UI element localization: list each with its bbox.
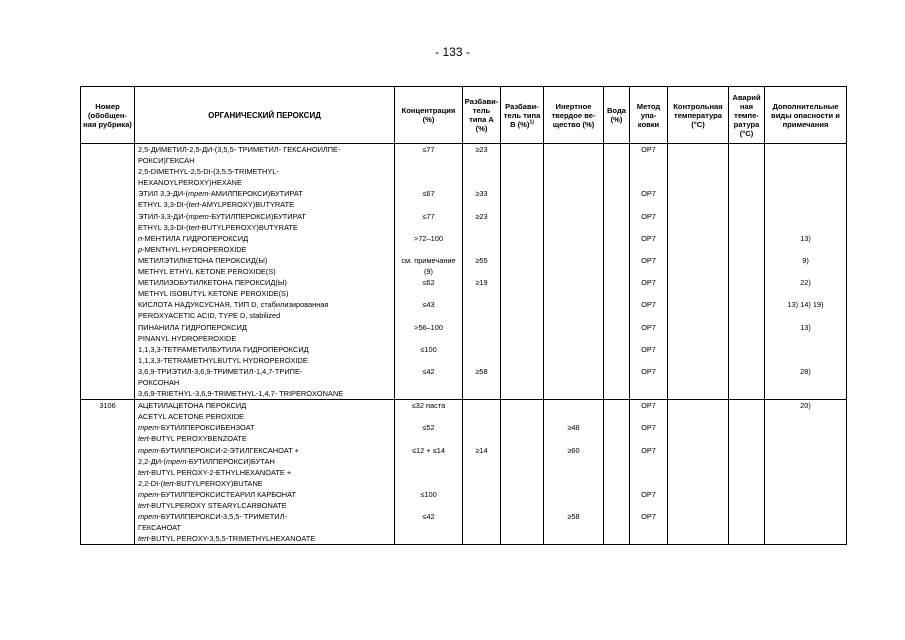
un-number-cell — [81, 344, 135, 366]
diluent-a-cell: ≥23 — [463, 144, 501, 189]
notes-cell — [765, 188, 847, 210]
inert-solid-cell — [544, 144, 604, 189]
packing-method-cell: OP7 — [630, 422, 668, 444]
table-row — [81, 233, 847, 255]
peroxide-name-line: ETHYL 3,3-DI-(tert-BUTYLPEROXY)BUTYRATE — [138, 222, 298, 232]
peroxide-name-line: трет-БУТИЛПЕРОКСИСТЕАРИЛ КАРБОНАТ — [138, 489, 297, 499]
peroxide-name-line: РОКСОНАН — [138, 377, 180, 387]
concentration-cell: ≤52 — [395, 422, 463, 444]
control-temperature-cell — [668, 422, 729, 444]
peroxide-name-line: ETHYL 3,3-DI-(tert-AMYLPEROXY)BUTYRATE — [138, 200, 295, 210]
emergency-temperature-cell — [729, 511, 765, 545]
inert-solid-cell — [544, 188, 604, 210]
water-cell — [604, 400, 630, 423]
peroxide-name-cell — [135, 511, 395, 545]
diluent-b-cell — [501, 233, 544, 255]
packing-method-cell: OP7 — [630, 233, 668, 255]
diluent-a-cell — [463, 299, 501, 321]
packing-method-cell: OP7 — [630, 255, 668, 277]
concentration-cell: ≤77 — [395, 211, 463, 233]
table-row — [81, 344, 847, 366]
peroxide-name-line: HEXANOYLPEROXY)HEXANE — [138, 178, 242, 188]
peroxide-name-cell — [135, 322, 395, 344]
diluent-b-cell — [501, 400, 544, 423]
concentration-cell: >72–100 — [395, 233, 463, 255]
concentration-cell: ≤100 — [395, 344, 463, 366]
peroxide-name-line: 1,1,3,3-ТЕТРАМЕТИЛБУТИЛА ГИДРОПЕРОКСИД — [138, 344, 309, 354]
water-cell — [604, 211, 630, 233]
peroxide-name-line: РОКСИ)ГЕКСАН — [138, 156, 195, 166]
un-number-cell — [81, 188, 135, 210]
emergency-temperature-cell — [729, 422, 765, 444]
peroxide-name-cell — [135, 255, 395, 277]
peroxide-name-cell — [135, 445, 395, 489]
control-temperature-cell — [668, 299, 729, 321]
un-number-cell — [81, 445, 135, 489]
diluent-b-cell — [501, 144, 544, 189]
notes-cell: 13) — [765, 233, 847, 255]
diluent-a-cell — [463, 233, 501, 255]
emergency-temperature-cell — [729, 255, 765, 277]
notes-cell — [765, 489, 847, 511]
header-subsidiary-risks: Дополнительные виды опасности и примечания — [765, 87, 847, 144]
inert-solid-cell — [544, 400, 604, 423]
emergency-temperature-cell — [729, 366, 765, 400]
diluent-b-cell — [501, 445, 544, 489]
peroxide-name-line: 2,5-ДИМЕТИЛ-2,5-ДИ-(3,5,5- ТРИМЕТИЛ- ГЕКСАНОИЛПЕ- — [138, 145, 341, 154]
table-row — [81, 489, 847, 511]
peroxide-name-line: ПИНАНИЛА ГИДРОПЕРОКСИД — [138, 322, 247, 332]
diluent-b-cell — [501, 366, 544, 400]
peroxide-name-line: АЦЕТИЛАЦЕТОНА ПЕРОКСИД — [138, 401, 247, 411]
water-cell — [604, 445, 630, 489]
concentration-cell: ≤67 — [395, 188, 463, 210]
notes-cell — [765, 344, 847, 366]
peroxide-name-cell — [135, 144, 395, 189]
inert-solid-cell — [544, 322, 604, 344]
peroxide-name-line: tert-BUTYL PEROXY-3,5,5-TRIMETHYLHEXANOATE — [138, 534, 316, 544]
emergency-temperature-cell — [729, 322, 765, 344]
header-concentration: Концентрация (%) — [395, 87, 463, 144]
concentration-cell: ≤42 — [395, 511, 463, 545]
notes-cell — [765, 445, 847, 489]
header-inert-solid: Инертное твердое ве-щество (%) — [544, 87, 604, 144]
inert-solid-cell — [544, 299, 604, 321]
concentration-cell: см. примечание (9) — [395, 255, 463, 277]
un-number-cell — [81, 144, 135, 189]
un-number-cell: 3106 — [81, 400, 135, 423]
concentration-cell: ≤43 — [395, 299, 463, 321]
peroxide-name-line: ГЕКСАНОАТ — [138, 523, 182, 533]
packing-method-cell: OP7 — [630, 277, 668, 299]
table-row — [81, 144, 847, 189]
diluent-b-cell — [501, 211, 544, 233]
diluent-b-cell — [501, 344, 544, 366]
peroxide-name-line: 3,6,9-TRIETHYL-3,6,9-TRIMETHYL-1,4,7- TRIPEROXONANE — [138, 389, 344, 399]
header-control-temperature: Контрольная температура (°C) — [668, 87, 729, 144]
notes-cell — [765, 144, 847, 189]
diluent-a-cell: ≥58 — [463, 366, 501, 400]
packing-method-cell: OP7 — [630, 344, 668, 366]
peroxide-name-cell — [135, 366, 395, 400]
table-row — [81, 277, 847, 299]
peroxide-name-cell — [135, 400, 395, 423]
header-diluent-a: Разбави-тель типа А (%) — [463, 87, 501, 144]
table-row — [81, 188, 847, 210]
diluent-b-cell — [501, 322, 544, 344]
inert-solid-cell — [544, 366, 604, 400]
packing-method-cell: OP7 — [630, 445, 668, 489]
concentration-cell: ≤42 — [395, 366, 463, 400]
packing-method-cell: OP7 — [630, 211, 668, 233]
header-diluent-b — [501, 87, 544, 144]
inert-solid-cell: ≥58 — [544, 511, 604, 545]
packing-method-cell: OP7 — [630, 188, 668, 210]
peroxide-name-line: 3,6,9-ТРИЭТИЛ-3,6,9-ТРИМЕТИЛ-1,4,7-ТРИПЕ- — [138, 366, 303, 376]
diluent-b-cell — [501, 511, 544, 545]
water-cell — [604, 299, 630, 321]
table-body — [81, 144, 847, 545]
un-number-cell — [81, 211, 135, 233]
concentration-cell: ≤100 — [395, 489, 463, 511]
diluent-b-cell — [501, 489, 544, 511]
notes-cell: 28) — [765, 366, 847, 400]
diluent-a-cell: ≥23 — [463, 211, 501, 233]
peroxide-name-line: p-MENTHYL HYDROPEROXIDE — [138, 244, 247, 254]
peroxide-name-line: 2,2-DI-(tert-BUTYLPEROXY)BUTANE — [138, 478, 263, 488]
un-number-cell — [81, 322, 135, 344]
peroxide-name-cell — [135, 344, 395, 366]
peroxide-name-cell — [135, 277, 395, 299]
emergency-temperature-cell — [729, 144, 765, 189]
control-temperature-cell — [668, 511, 729, 545]
control-temperature-cell — [668, 445, 729, 489]
peroxide-name-line: ACETYL ACETONE PEROXIDE — [138, 412, 244, 422]
table-row — [81, 400, 847, 423]
packing-method-cell: OP7 — [630, 489, 668, 511]
emergency-temperature-cell — [729, 299, 765, 321]
diluent-b-cell — [501, 422, 544, 444]
notes-cell: 13) — [765, 322, 847, 344]
water-cell — [604, 511, 630, 545]
peroxide-name-line: 2,5-DIMETHYL-2,5-DI-(3,5,5-TRIMETHYL- — [138, 167, 279, 177]
diluent-b-cell — [501, 277, 544, 299]
diluent-a-cell: ≥55 — [463, 255, 501, 277]
peroxide-name-cell — [135, 233, 395, 255]
inert-solid-cell — [544, 489, 604, 511]
un-number-cell — [81, 489, 135, 511]
water-cell — [604, 344, 630, 366]
header-diluent-b-footnote: 1) — [529, 118, 534, 125]
packing-method-cell: OP7 — [630, 511, 668, 545]
un-number-cell — [81, 511, 135, 545]
table-header-row — [81, 87, 847, 144]
water-cell — [604, 422, 630, 444]
table-row — [81, 445, 847, 489]
concentration-cell: ≤77 — [395, 144, 463, 189]
peroxide-name-line: PEROXYACETIC ACID, TYPE D, stabilized — [138, 311, 281, 321]
un-number-cell — [81, 255, 135, 277]
peroxide-name-line: METHYL ISOBUTYL KETONE PEROXIDE(S) — [138, 289, 289, 299]
control-temperature-cell — [668, 489, 729, 511]
inert-solid-cell — [544, 211, 604, 233]
peroxide-name-cell — [135, 299, 395, 321]
emergency-temperature-cell — [729, 489, 765, 511]
table-row — [81, 422, 847, 444]
peroxide-name-line: МЕТИЛИЗОБУТИЛКЕТОНА ПЕРОКСИД(Ы) — [138, 278, 287, 288]
inert-solid-cell: ≥48 — [544, 422, 604, 444]
emergency-temperature-cell — [729, 344, 765, 366]
header-emergency-temperature: Аварий ная темпе-ратура (°C) — [729, 87, 765, 144]
table-row — [81, 211, 847, 233]
concentration-cell: ≤12 + ≤14 — [395, 445, 463, 489]
concentration-cell: >56–100 — [395, 322, 463, 344]
emergency-temperature-cell — [729, 445, 765, 489]
peroxide-name-line: трет-БУТИЛПЕРОКСИ-3,5,5- ТРИМЕТИЛ- — [138, 512, 287, 522]
water-cell — [604, 255, 630, 277]
concentration-cell: ≤62 — [395, 277, 463, 299]
peroxide-name-cell — [135, 211, 395, 233]
emergency-temperature-cell — [729, 188, 765, 210]
peroxide-name-line: tert-BUTYL PEROXYBENZOATE — [138, 434, 247, 444]
table-row — [81, 366, 847, 400]
peroxide-name-line: п-МЕНТИЛА ГИДРОПЕРОКСИД — [138, 233, 249, 243]
peroxide-name-line: КИСЛОТА НАДУКСУСНАЯ, ТИП D, стабилизированная — [138, 300, 329, 310]
header-water: Вода (%) — [604, 87, 630, 144]
water-cell — [604, 144, 630, 189]
header-peroxide: ОРГАНИЧЕСКИЙ ПЕРОКСИД — [135, 87, 395, 144]
peroxide-name-cell — [135, 489, 395, 511]
packing-method-cell: OP7 — [630, 144, 668, 189]
peroxide-name-line: METHYL ETHYL KETONE PEROXIDE(S) — [138, 267, 276, 277]
concentration-cell: ≤32 паста — [395, 400, 463, 423]
diluent-a-cell: ≥19 — [463, 277, 501, 299]
notes-cell — [765, 511, 847, 545]
peroxide-name-cell — [135, 422, 395, 444]
notes-cell: 9) — [765, 255, 847, 277]
control-temperature-cell — [668, 188, 729, 210]
dangerous-goods-table — [80, 86, 847, 545]
table-row — [81, 299, 847, 321]
peroxide-name-line: трет-БУТИЛПЕРОКСИБЕНЗОАТ — [138, 423, 255, 433]
peroxide-name-line: трет-БУТИЛПЕРОКСИ-2-ЭТИЛГЕКСАНОАТ + — [138, 445, 299, 455]
emergency-temperature-cell — [729, 277, 765, 299]
control-temperature-cell — [668, 400, 729, 423]
notes-cell: 22) — [765, 277, 847, 299]
control-temperature-cell — [668, 144, 729, 189]
table-row — [81, 322, 847, 344]
control-temperature-cell — [668, 277, 729, 299]
water-cell — [604, 277, 630, 299]
un-number-cell — [81, 299, 135, 321]
table-row — [81, 511, 847, 545]
diluent-b-cell — [501, 299, 544, 321]
peroxide-name-line: 1,1,3,3-TETRAMETHYLBUTYL HYDROPEROXIDE — [138, 355, 308, 365]
peroxide-name-line: 2,2-ДИ-(трет-БУТИЛПЕРОКСИ)БУТАН — [138, 456, 275, 466]
packing-method-cell: OP7 — [630, 299, 668, 321]
water-cell — [604, 366, 630, 400]
control-temperature-cell — [668, 211, 729, 233]
packing-method-cell: OP7 — [630, 366, 668, 400]
emergency-temperature-cell — [729, 233, 765, 255]
diluent-a-cell — [463, 422, 501, 444]
header-diluent-b-label: Разбави-тель типа В (%) — [503, 101, 541, 129]
notes-cell — [765, 422, 847, 444]
un-number-cell — [81, 233, 135, 255]
notes-cell: 20) — [765, 400, 847, 423]
page-number: - 133 - — [435, 45, 470, 59]
emergency-temperature-cell — [729, 400, 765, 423]
un-number-cell — [81, 277, 135, 299]
peroxide-name-line: ЭТИЛ 3,3-ДИ-(трет-АМИЛПЕРОКСИ)БУТИРАТ — [138, 189, 303, 199]
inert-solid-cell — [544, 344, 604, 366]
header-packing-method: Метод упа-ковки — [630, 87, 668, 144]
packing-method-cell: OP7 — [630, 322, 668, 344]
table-row — [81, 255, 847, 277]
diluent-a-cell — [463, 489, 501, 511]
diluent-a-cell — [463, 322, 501, 344]
diluent-a-cell — [463, 511, 501, 545]
control-temperature-cell — [668, 322, 729, 344]
diluent-b-cell — [501, 255, 544, 277]
un-number-cell — [81, 366, 135, 400]
peroxide-name-line: ЭТИЛ-3,3-ДИ-(трет-БУТИЛПЕРОКСИ)БУТИРАТ — [138, 211, 306, 221]
notes-cell: 13) 14) 19) — [765, 299, 847, 321]
control-temperature-cell — [668, 366, 729, 400]
peroxide-name-cell — [135, 188, 395, 210]
water-cell — [604, 233, 630, 255]
notes-cell — [765, 211, 847, 233]
peroxide-name-line: PINANYL HYDROPEROXIDE — [138, 333, 237, 343]
control-temperature-cell — [668, 255, 729, 277]
water-cell — [604, 322, 630, 344]
diluent-a-cell — [463, 344, 501, 366]
un-number-cell — [81, 422, 135, 444]
control-temperature-cell — [668, 233, 729, 255]
control-temperature-cell — [668, 344, 729, 366]
peroxide-name-line: tert-BUTYL PEROXY-2-ETHYLHEXANOATE + — [138, 467, 292, 477]
water-cell — [604, 489, 630, 511]
inert-solid-cell — [544, 277, 604, 299]
inert-solid-cell — [544, 255, 604, 277]
packing-method-cell: OP7 — [630, 400, 668, 423]
diluent-a-cell — [463, 400, 501, 423]
header-number: Номер (обобщен-ная рубрика) — [81, 87, 135, 144]
emergency-temperature-cell — [729, 211, 765, 233]
diluent-b-cell — [501, 188, 544, 210]
water-cell — [604, 188, 630, 210]
peroxide-name-line: МЕТИЛЭТИЛКЕТОНА ПЕРОКСИД(Ы) — [138, 255, 268, 265]
peroxide-name-line: tert-BUTYLPEROXY STEARYLCARBONATE — [138, 501, 287, 510]
diluent-a-cell: ≥33 — [463, 188, 501, 210]
inert-solid-cell: ≥60 — [544, 445, 604, 489]
diluent-a-cell: ≥14 — [463, 445, 501, 489]
inert-solid-cell — [544, 233, 604, 255]
